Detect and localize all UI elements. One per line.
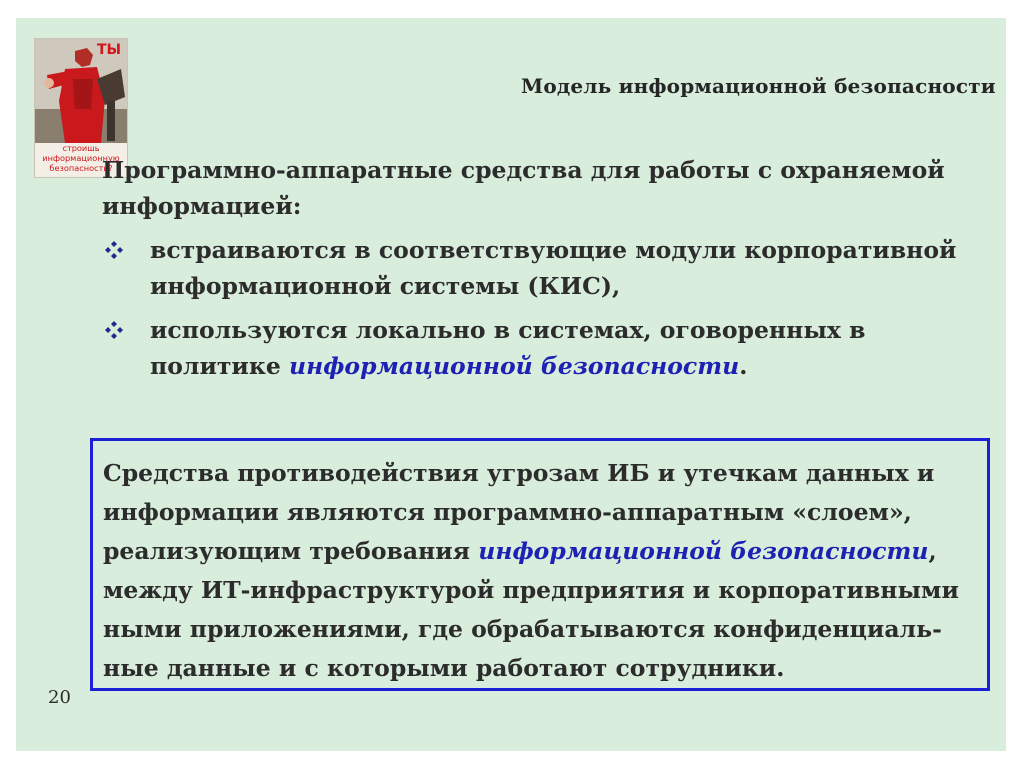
page-number: 20 [48,687,71,708]
intro-paragraph: Программно-аппаратные средства для работы с охраняемой информацией: [102,156,945,220]
framed-statement-box [90,438,990,691]
framed-text [103,454,977,688]
poster-caption-line: безопасность? [49,163,113,173]
framed-text-start: Средства противодействия угрозам ИБ и утечкам данных и информации являются программно-аппаратным «слоем», реализующим требования [103,459,935,565]
highlighted-term[interactable]: информационной безопасности [288,352,740,380]
bullet-text: встраиваются в соответствующие модули корпоративной информационной системы (КИС), [150,236,957,300]
main-text [102,152,962,384]
bullet-item [102,312,962,384]
poster-caption-line: строишь [62,143,100,153]
poster-caption-line: информационную [42,153,120,163]
diamond-bullet-icon [105,321,123,339]
diamond-bullet-icon [105,241,123,259]
highlighted-term[interactable]: информационной безопасности [478,537,929,565]
poster-word: ТЫ [96,42,121,58]
slide-title: Модель информационной безопасности [521,74,996,98]
bullet-item [102,232,962,304]
bullet-text-end: . [739,352,748,380]
framed-text-end: , между ИТ-инфраструктурой предприятия и корпоративными ными приложениями, где обрабатываются конфиденциаль-ные данные и с которыми работают сотрудники. [103,537,959,682]
bullet-text: используются локально в системах, оговоренных в политике [150,316,866,380]
